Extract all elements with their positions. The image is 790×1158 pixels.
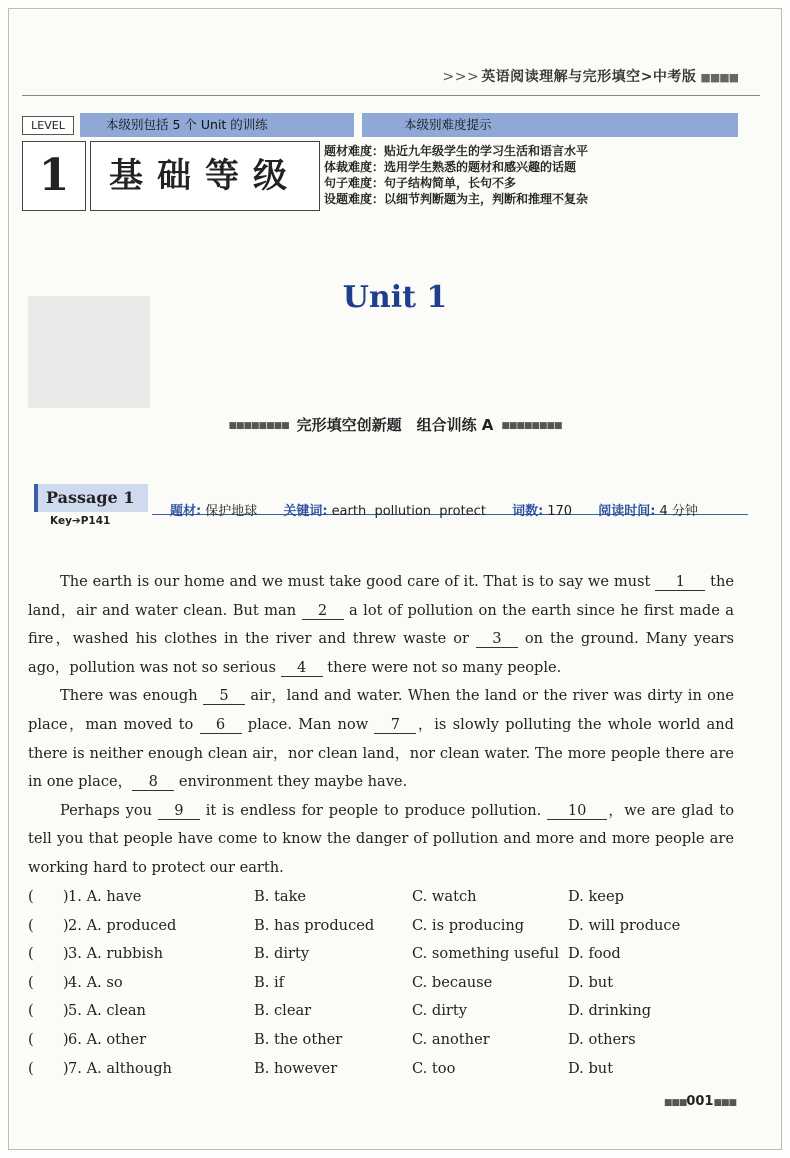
unit-title: Unit 1	[342, 280, 448, 315]
text-segment: Perhaps you	[60, 801, 158, 819]
option-c[interactable]: C. dirty	[412, 1002, 468, 1020]
option-b[interactable]: B. clear	[254, 1002, 312, 1020]
level-name: 基础等级	[90, 141, 320, 211]
difficulty-sentence: 句子难度：句子结构简单，长句不多	[324, 176, 517, 190]
question-row-6	[28, 1026, 748, 1055]
paragraph-3	[28, 797, 734, 883]
text-segment: ，we are glad to tell you that people have come to know the danger of pollution and more and more people are working hard to protect our earth.	[28, 801, 735, 876]
option-d[interactable]: D. will produce	[568, 916, 681, 934]
option-c[interactable]: C. because	[412, 973, 493, 991]
text-segment: The earth is our home and we must take good care of it. That is to say we must	[60, 573, 656, 590]
text-segment: it is endless for people to produce pollution.	[199, 801, 548, 819]
question-row-2	[28, 912, 748, 941]
option-b[interactable]: B. dirty	[254, 945, 310, 963]
page-number-text: 001	[686, 1094, 714, 1109]
header-dots: ■■■■	[700, 71, 738, 84]
option-a[interactable]: 4. A. so	[68, 973, 123, 991]
option-d[interactable]: D. keep	[568, 888, 624, 905]
section-dots-right: ■■■■■■■■	[501, 420, 562, 431]
header-arrow-sep: >	[640, 69, 653, 85]
blank-5[interactable]: 5	[203, 688, 245, 705]
text-segment: environment they maybe have.	[174, 773, 408, 791]
answer-paren[interactable]: ( )	[28, 916, 69, 934]
option-a[interactable]: 2. A. produced	[68, 916, 177, 934]
option-c[interactable]: C. too	[412, 1059, 456, 1077]
answer-options	[28, 883, 748, 1083]
option-a[interactable]: 1. A. have	[68, 888, 142, 905]
blank-9[interactable]: 9	[158, 803, 200, 820]
text-segment: a lot of pollution on the earth since he first made a fire，washed his clothes in the river and threw waste or	[28, 601, 734, 648]
level-box	[22, 141, 738, 211]
blank-6[interactable]: 6	[200, 717, 242, 734]
option-a[interactable]: 7. A. although	[68, 1059, 172, 1077]
keywords-label: 关键词:	[283, 504, 328, 519]
difficulty-question: 设题难度：以细节判断题为主，判断和推理不复杂	[324, 192, 589, 206]
option-b[interactable]: B. take	[254, 888, 307, 905]
section-title-text: 完形填空创新题 组合训练 A	[296, 416, 494, 434]
question-row-4	[28, 969, 748, 998]
passage-tag: Passage 1	[34, 484, 148, 512]
reading-time-label: 阅读时间:	[598, 504, 656, 519]
text-segment: there were not so many people.	[322, 658, 562, 676]
option-d[interactable]: D. but	[568, 973, 614, 991]
option-c[interactable]: C. another	[412, 1030, 490, 1048]
blank-10[interactable]: 10	[547, 803, 607, 820]
text-segment: the land，air and water clean. But man	[28, 573, 734, 619]
question-row-1	[28, 883, 748, 912]
edition-label: 中考版	[652, 69, 697, 85]
blank-7[interactable]: 7	[374, 717, 416, 734]
option-b[interactable]: B. if	[254, 973, 285, 991]
passage-header	[34, 484, 750, 530]
option-d[interactable]: D. but	[568, 1059, 614, 1077]
option-b[interactable]: B. the other	[254, 1030, 343, 1048]
option-b[interactable]: B. has produced	[254, 916, 375, 934]
question-row-3	[28, 940, 748, 969]
option-b[interactable]: B. however	[254, 1059, 338, 1077]
word-count-value: 170	[547, 504, 573, 519]
series-header	[442, 66, 738, 86]
level-tag: LEVEL	[22, 116, 74, 135]
cloze-passage	[28, 568, 734, 883]
paragraph-2	[28, 682, 734, 796]
blank-8[interactable]: 8	[132, 774, 174, 791]
blank-4[interactable]: 4	[281, 660, 323, 677]
option-d[interactable]: D. drinking	[568, 1002, 652, 1020]
reading-time-value: 4 分钟	[659, 504, 698, 519]
answer-paren[interactable]: ( )	[28, 1030, 69, 1048]
section-title	[0, 414, 790, 435]
level-units-bar: 本级别包括 5 个 Unit 的训练	[80, 113, 354, 137]
section-dots-left: ■■■■■■■■	[228, 420, 289, 431]
page-dots-left: ■■■	[663, 1098, 687, 1108]
topic-value: 保护地球	[205, 504, 258, 519]
header-arrows: >>>	[442, 69, 480, 85]
text-segment: air，land and water. When the land or the river was dirty in one place，man moved to	[28, 687, 734, 733]
level-description	[324, 143, 738, 207]
page-number	[664, 1094, 736, 1109]
question-row-7	[28, 1055, 748, 1084]
level-number: 1	[22, 141, 86, 211]
answer-paren[interactable]: ( )	[28, 888, 69, 905]
option-a[interactable]: 5. A. clean	[68, 1002, 146, 1020]
question-row-5	[28, 997, 748, 1026]
difficulty-topic: 题材难度：贴近九年级学生的学习生活和语言水平	[324, 144, 589, 158]
level-row	[22, 113, 738, 137]
option-a[interactable]: 6. A. other	[68, 1030, 147, 1048]
text-segment: on the ground. Many years ago，pollution was not so serious	[28, 630, 734, 676]
option-c[interactable]: C. is producing	[412, 916, 525, 934]
word-count-label: 词数:	[512, 504, 544, 519]
blank-3[interactable]: 3	[476, 631, 518, 648]
level-difficulty-bar: 本级别难度提示	[362, 113, 738, 137]
page-dots-right: ■■■	[713, 1098, 736, 1108]
blank-1[interactable]: 1	[655, 574, 705, 591]
answer-paren[interactable]: ( )	[28, 1059, 69, 1077]
option-a[interactable]: 3. A. rubbish	[68, 945, 163, 963]
header-divider	[22, 95, 760, 96]
text-segment: ，is slowly polluting the whole world and there is neither enough clean air，nor clean land，nor clean water. The more people there are in one place，	[28, 715, 735, 791]
answer-key-ref: Key➔P141	[50, 515, 111, 527]
passage-info	[170, 500, 698, 519]
keywords-value: earth pollution protect	[331, 504, 486, 519]
answer-paren[interactable]: ( )	[28, 1002, 69, 1020]
answer-paren[interactable]: ( )	[28, 945, 69, 963]
difficulty-genre: 体裁难度：选用学生熟悉的题材和感兴趣的话题	[324, 160, 577, 174]
option-c[interactable]: C. watch	[412, 888, 477, 905]
option-d[interactable]: D. food	[568, 945, 621, 963]
blank-2[interactable]: 2	[302, 603, 344, 620]
option-d[interactable]: D. others	[568, 1030, 636, 1048]
topic-label: 题材:	[170, 504, 202, 519]
answer-paren[interactable]: ( )	[28, 973, 69, 991]
option-c[interactable]: C. something useful	[412, 945, 559, 963]
text-segment: There was enough	[60, 687, 203, 705]
series-title: 英语阅读理解与完形填空	[481, 69, 641, 85]
paragraph-1	[28, 568, 734, 682]
text-segment: place. Man now	[241, 715, 375, 733]
